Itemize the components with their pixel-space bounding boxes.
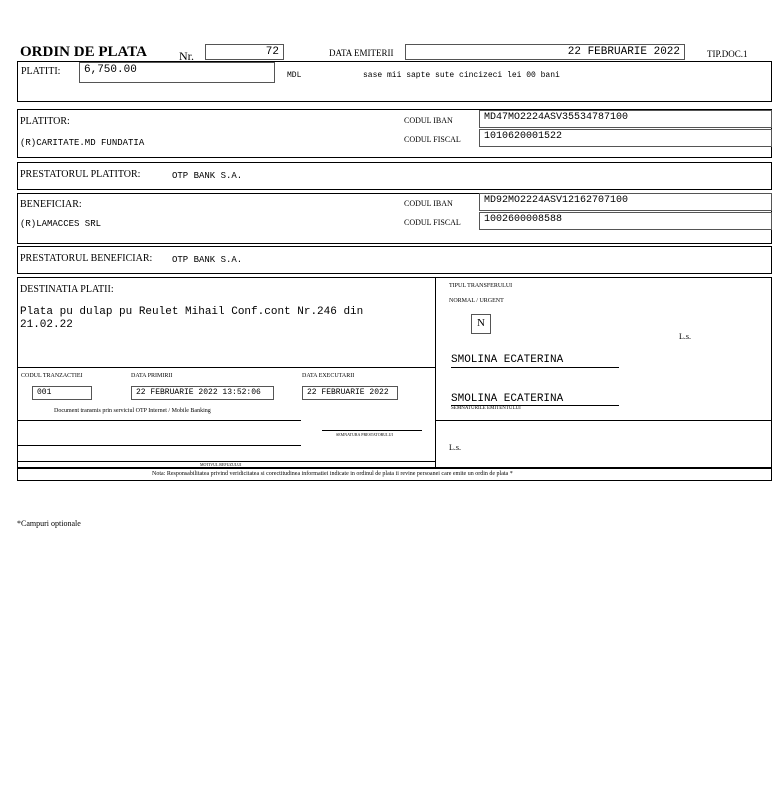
signature-1: SMOLINA ECATERINA: [451, 354, 564, 366]
destinatia-label: DESTINATIA PLATII:: [20, 284, 114, 295]
destinatia-divider: [435, 277, 436, 468]
semnatura-line-right: [322, 430, 422, 431]
beneficiar-iban-field: MD92MO2224ASV12162707100: [479, 193, 772, 211]
beneficiar-name: (R)LAMACCES SRL: [20, 219, 102, 229]
nota-text: Nota: Responsabilitatea privind veridicitatea si corectitudinea informatiei indicate in ordinul de plata ii revine persoanei care emite un ordin de plata *: [152, 471, 513, 477]
data-emiterii-label: DATA EMITERII: [329, 48, 394, 58]
platitor-iban-field: MD47MO2224ASV35534787100: [479, 110, 772, 128]
data-primirii-label: DATA PRIMIRII: [131, 373, 173, 379]
transfer-divider: [435, 420, 772, 421]
document-title: ORDIN DE PLATA: [20, 44, 147, 60]
beneficiar-fiscal-field: 1002600008588: [479, 212, 772, 230]
platiti-currency: MDL: [287, 71, 302, 80]
semnatura-prestator-label: SEMNATURA PRESTATORULUI: [336, 432, 393, 437]
beneficiar-fiscal-label: CODUL FISCAL: [404, 218, 461, 227]
nr-field: 72: [205, 44, 284, 60]
data-primirii-field: 22 FEBRUARIE 2022 13:52:06: [131, 386, 274, 400]
platitor-name: (R)CARITATE.MD FUNDATIA: [20, 138, 145, 148]
destinatia-line2: 21.02.22: [20, 319, 73, 331]
platiti-label: PLATITI:: [21, 66, 61, 77]
nr-label: Nr.: [179, 49, 194, 63]
beneficiar-iban-label: CODUL IBAN: [404, 199, 453, 208]
semnaturile-label: SEMNATURILE EMITENTULUI: [451, 406, 521, 411]
footer-note: *Campuri optionale: [17, 519, 81, 528]
prestator-beneficiar-label: PRESTATORUL BENEFICIAR:: [20, 253, 153, 264]
platitor-fiscal-field: 1010620001522: [479, 129, 772, 147]
data-executarii-field: 22 FEBRUARIE 2022: [302, 386, 398, 400]
data-emiterii-field: 22 FEBRUARIE 2022: [405, 44, 685, 60]
platitor-iban-label: CODUL IBAN: [404, 116, 453, 125]
platiti-amount-field: 6,750.00: [79, 62, 275, 83]
data-executarii-label: DATA EXECUTARII: [302, 373, 355, 379]
destinatia-bottom-line: [17, 367, 435, 368]
destinatia-line1: Plata pu dulap pu Reulet Mihail Conf.cont Nr.246 din: [20, 306, 364, 318]
ls-label-1: L.s.: [679, 332, 691, 341]
normal-urgent-label: NORMAL / URGENT: [449, 298, 504, 304]
prestator-platitor-label: PRESTATORUL PLATITOR:: [20, 169, 141, 180]
tip-transfer-label: TIPUL TRANSFERULUI: [449, 283, 513, 289]
semnatura-line-left: [17, 420, 301, 421]
refuz-line: [17, 445, 301, 446]
tip-doc-label: TIP.DOC.1: [707, 49, 748, 59]
platitor-fiscal-label: CODUL FISCAL: [404, 135, 461, 144]
motivul-refuzului-label: MOTIVUL REFUZULUI: [200, 462, 242, 467]
transfer-type-value: N: [477, 317, 485, 329]
signature-2: SMOLINA ECATERINA: [451, 393, 564, 405]
platitor-label: PLATITOR:: [20, 116, 70, 127]
signature-1-line: [451, 367, 619, 368]
document-note: Document transmis prin serviciul OTP Internet / Mobile Banking: [54, 408, 211, 414]
cod-tranzactiei-field: 001: [32, 386, 92, 400]
prestator-platitor-value: OTP BANK S.A.: [172, 171, 243, 181]
platiti-amount-words: sase mii sapte sute cincizeci lei 00 bani: [363, 71, 560, 80]
cod-tranzactiei-label: CODUL TRANZACTIEI: [21, 373, 83, 379]
prestator-beneficiar-value: OTP BANK S.A.: [172, 255, 243, 265]
beneficiar-label: BENEFICIAR:: [20, 199, 82, 210]
ls-label-2: L.s.: [449, 443, 461, 452]
